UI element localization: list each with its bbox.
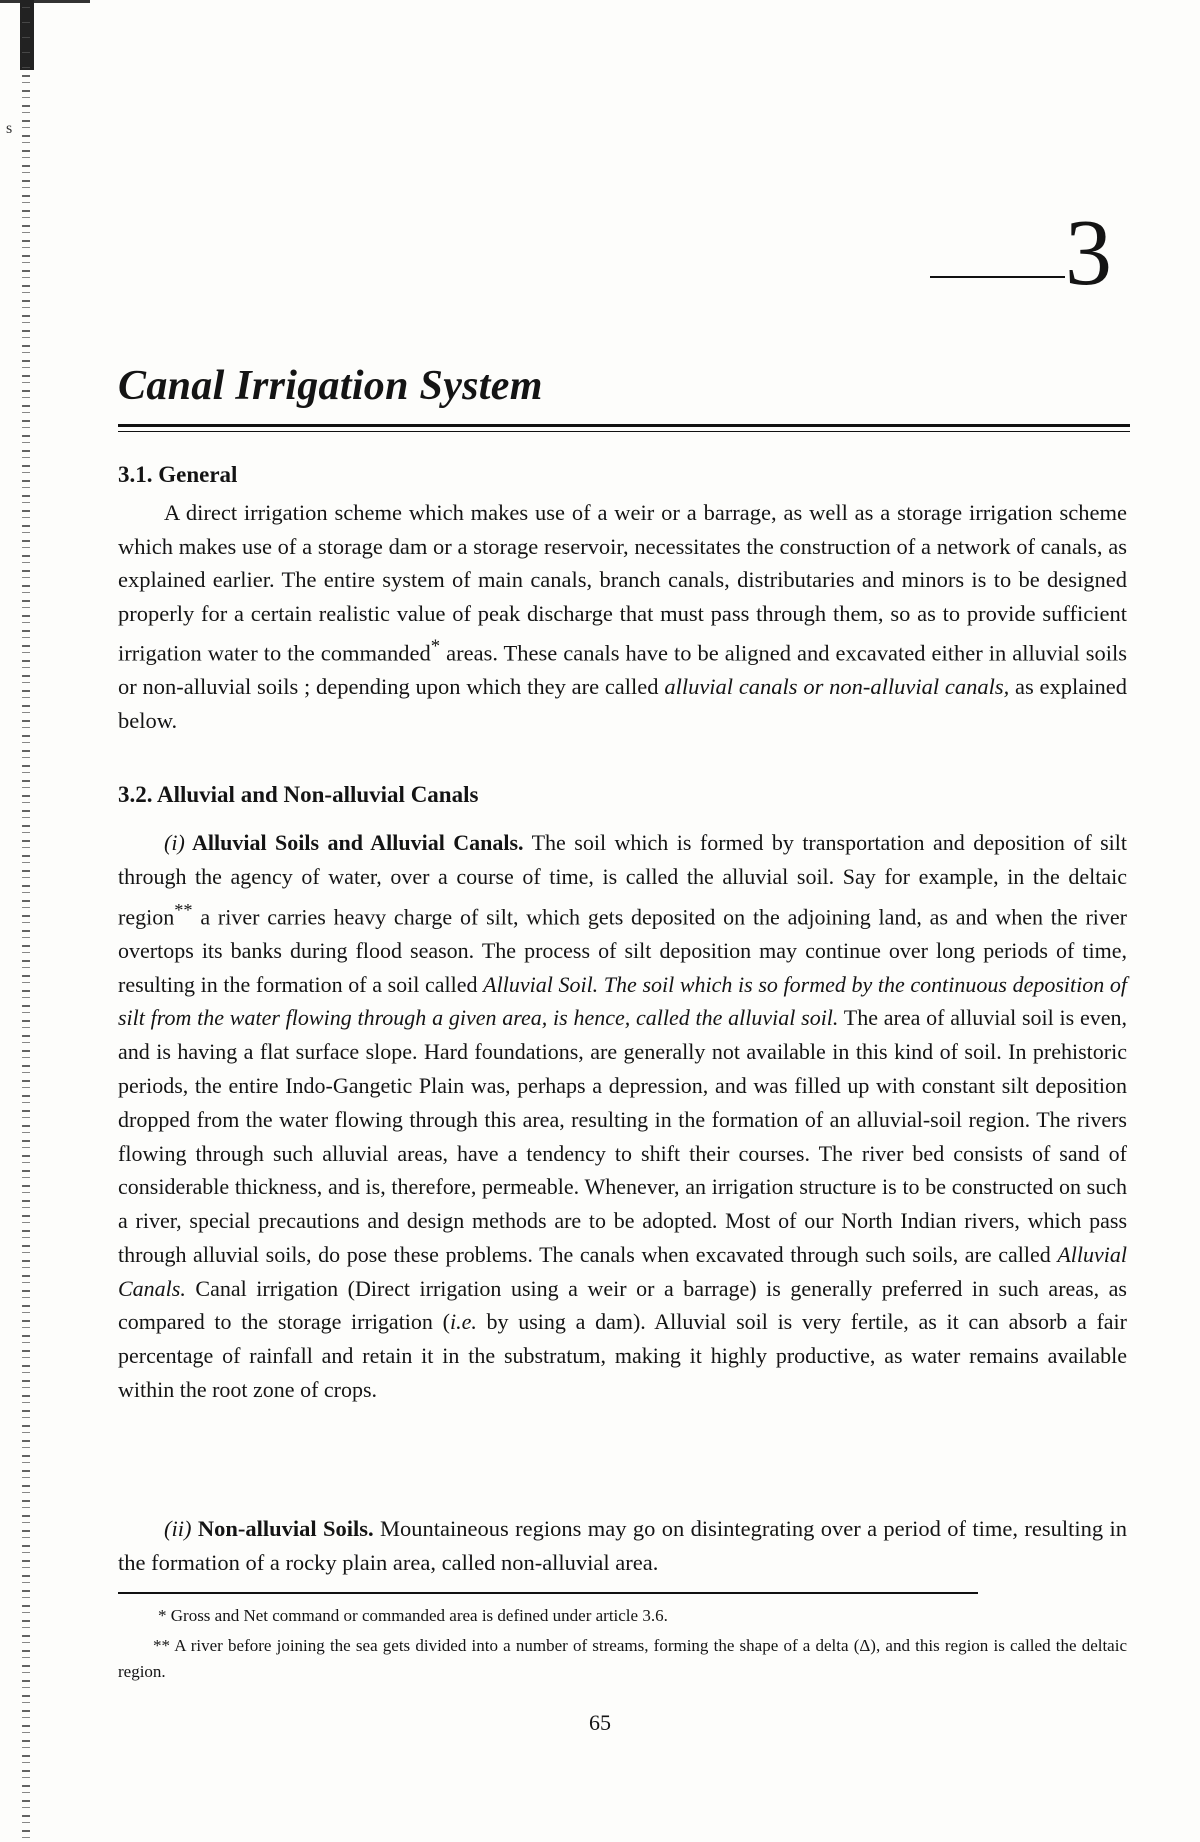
- footnote-text: Gross and Net command or commanded area is defined under article 3.6.: [166, 1606, 668, 1625]
- subsection-title: Alluvial Soils and Alluvial Canals.: [184, 830, 524, 855]
- title-rule-thick: [118, 424, 1130, 427]
- footnote-text: A river before joining the sea gets divided into a number of streams, forming the shape of a delta (Δ), and this region is called the deltaic region.: [118, 1636, 1127, 1681]
- footnote-ref-2: **: [174, 899, 193, 920]
- text-run: areas. These canals have to be aligned and excavated either in alluvial soils or non-alluvial soils ; depending upon which they are called: [118, 640, 1127, 699]
- footnote-ref-1: *: [430, 636, 441, 657]
- page-number: 65: [589, 1710, 611, 1735]
- emphasis-text: Alluvial Canals.: [118, 1241, 1127, 1301]
- title-rule-thin: [118, 431, 1130, 432]
- footnote-marker: **: [153, 1636, 170, 1655]
- chapter-number-rule: [930, 276, 1065, 278]
- edge-artifact-s: s: [6, 120, 13, 137]
- text-run: The soil which is formed by transportation and deposition of silt through the agency of water, over a course of time, is called the alluvial soil. Say for example, in the deltaic region: [118, 830, 1127, 929]
- binding-edge-bar: [0, 0, 90, 3]
- paragraph-alluvial-soils: [118, 826, 1127, 1407]
- paragraph-general: [118, 496, 1127, 737]
- subsection-number: (i): [164, 830, 185, 855]
- text-run: Mountaineous regions may go on disintegrating over a period of time, resulting in the formation of a rocky plain area, called non-alluvial area.: [118, 1516, 1127, 1575]
- paragraph-non-alluvial-soils: [118, 1512, 1127, 1579]
- emphasis-text: Alluvial Soil. The soil which is so formed by the continuous deposition of silt from the water flowing through a given area, is hence, called the alluvial soil.: [118, 971, 1127, 1031]
- footnote-marker: *: [158, 1606, 167, 1625]
- binding-edge-noise: [22, 0, 30, 1842]
- footnote-1: [118, 1603, 1127, 1629]
- text-run: a river carries heavy charge of silt, which gets deposited on the adjoining land, as and when the river overtops its banks during flood season. The process of silt deposition may continue over long periods of time, resulting in the formation of a soil called: [118, 903, 1127, 997]
- footnote-rule: [118, 1592, 978, 1594]
- emphasis-text: i.e.: [449, 1309, 477, 1335]
- text-run: A direct irrigation scheme which makes use of a weir or a barrage, as well as a storage irrigation scheme which makes use of a storage dam or a storage reservoir, necessitates the construction of a network of canals, as explained earlier. The entire system of main canals, branch canals, distributaries and minors is to be designed properly for a certain realistic value of peak discharge that must pass through them, so as to provide sufficient irrigation water to the commanded: [118, 500, 1127, 666]
- subsection-title: Non-alluvial Soils.: [191, 1516, 374, 1541]
- chapter-title: Canal Irrigation System: [118, 363, 543, 409]
- text-run: Canal irrigation (Direct irrigation using a weir or a barrage) is generally preferred in such areas, as compared to the storage irrigation (: [118, 1275, 1127, 1335]
- text-run: The area of alluvial soil is even, and is having a flat surface slope. Hard foundations, are generally not available in this kind of soil. In prehistoric periods, the entire Indo-Gangetic Plain was, perhaps a depression, and was filled up with constant silt deposition dropped from the water flowing through this area, resulting in the formation of an alluvial-soil region. The rivers flowing through such alluvial areas, have a tendency to shift their courses. The river bed consists of sand of considerable thickness, and is, therefore, permeable. Whenever, an irrigation structure is to be constructed on such a river, special precautions and design methods are to be adopted. Most of our North Indian rivers, which pass through alluvial soils, do pose these problems. The canals when excavated through such soils, are called: [118, 1005, 1127, 1267]
- subsection-number: (ii): [164, 1516, 192, 1541]
- chapter-number: 3: [1065, 201, 1112, 305]
- footnote-2: [118, 1633, 1127, 1685]
- emphasis-text: alluvial canals or non-alluvial canals,: [664, 674, 1010, 699]
- section-heading-general: 3.1. General: [118, 462, 238, 487]
- section-heading-alluvial: 3.2. Alluvial and Non-alluvial Canals: [118, 782, 479, 807]
- text-run: by using a dam). Alluvial soil is very fertile, as it can absorb a fair percentage of rainfall and retain it in the substratum, making it highly productive, as water remains available within the root zone of crops.: [118, 1309, 1127, 1403]
- text-run: as explained below.: [118, 674, 1127, 733]
